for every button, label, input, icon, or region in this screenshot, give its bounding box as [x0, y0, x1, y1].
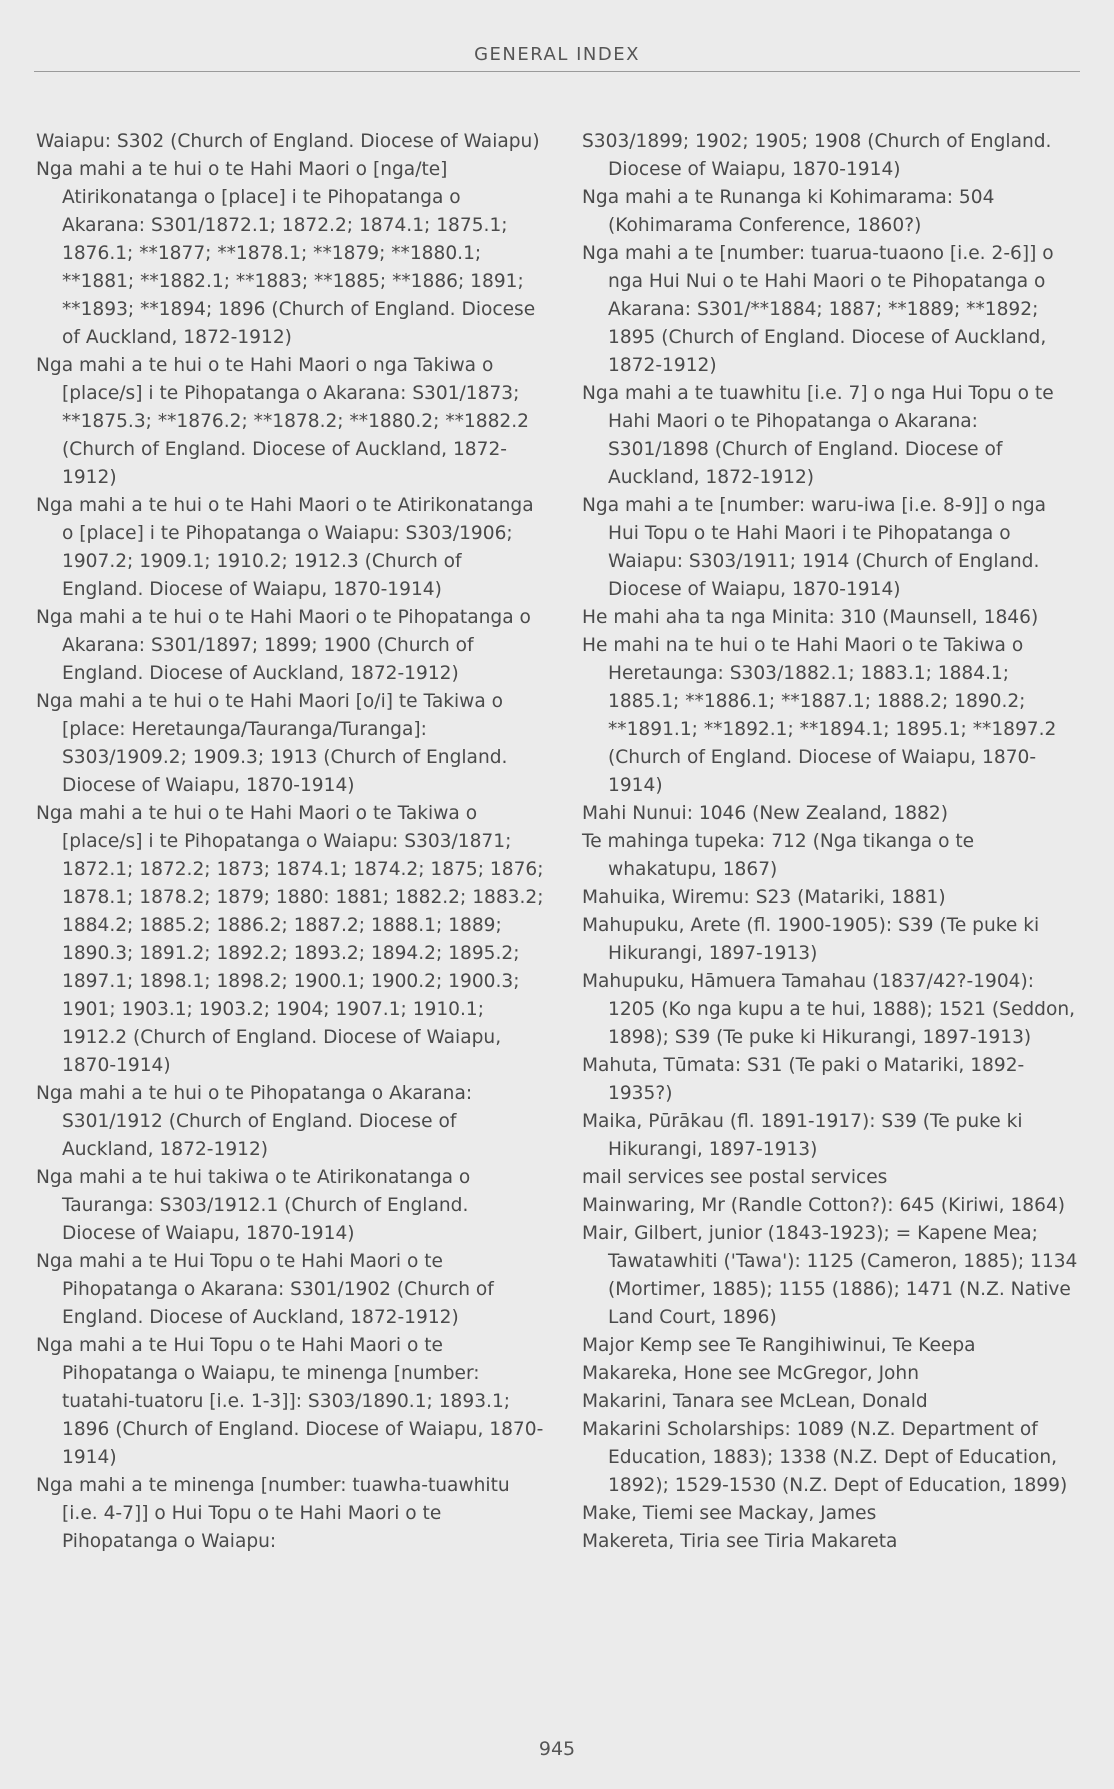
index-entry: Nga mahi a te hui o te Hahi Maori [o/i] te Takiwa o [place: Heretaunga/Tauranga/Turanga]: S303/1909.2; 1909.3; 1913 (Church of England. Diocese of Waiapu, 1870-1914): [36, 691, 508, 796]
index-entry: S303/1899; 1902; 1905; 1908 (Church of England. Diocese of Waiapu, 1870-1914): [582, 131, 1052, 180]
index-entry: Makareka, Hone see McGregor, John: [582, 1363, 919, 1384]
index-entry: He mahi aha ta nga Minita: 310 (Maunsell, 1846): [582, 607, 1039, 628]
index-entry: Mainwaring, Mr (Randle Cotton?): 645 (Kiriwi, 1864): [582, 1195, 1066, 1216]
index-entry: Nga mahi a te [number: waru-iwa [i.e. 8-9]] o nga Hui Topu o te Hahi Maori i te Pihopatanga o Waiapu: S303/1911; 1914 (Church of England. Diocese of Waiapu, 1870-1914): [582, 495, 1047, 600]
index-entry: Mahuika, Wiremu: S23 (Matariki, 1881): [582, 887, 946, 908]
index-entry: Nga mahi a te hui o te Hahi Maori o [nga/te] Atirikonatanga o [place] i te Pihopatanga o Akarana: S301/1872.1; 1872.2; 1874.1; 1875.1; 1876.1; **1877; **1878.1; **1879; **1880.1; **1881; **1882.1; **1883; **1885; **1886; 1891; **1893; **1894; 1896 (Church of England. Diocese of Auckland, 1872-1912): [36, 159, 536, 348]
index-entry: Makarini, Tanara see McLean, Donald: [582, 1391, 928, 1412]
page-number: 945: [538, 1738, 576, 1760]
index-entry: Makereta, Tiria see Tiria Makareta: [582, 1531, 898, 1552]
running-title: GENERAL INDEX: [474, 44, 640, 65]
index-entry: Nga mahi a te hui o te Hahi Maori o nga Takiwa o [place/s] i te Pihopatanga o Akarana: S301/1873; **1875.3; **1876.2; **1878.2; **1880.2; **1882.2 (Church of England. Diocese of Auckland, 1872-1912): [36, 355, 529, 488]
index-column-right: [582, 128, 1082, 1556]
index-entry: Mahupuku, Arete (fl. 1900-1905): S39 (Te puke ki Hikurangi, 1897-1913): [582, 915, 1040, 964]
index-entry: Nga mahi a te Runanga ki Kohimarama: 504 (Kohimarama Conference, 1860?): [582, 187, 995, 236]
index-entry: Major Kemp see Te Rangihiwinui, Te Keepa: [582, 1335, 976, 1356]
index-entry: Nga mahi a te minenga [number: tuawha-tuawhitu [i.e. 4-7]] o Hui Topu o te Hahi Maori o te Pihopatanga o Waiapu:: [36, 1475, 510, 1552]
index-entry: Nga mahi a te [number: tuarua-tuaono [i.e. 2-6]] o nga Hui Nui o te Hahi Maori o te Pihopatanga o Akarana: S301/**1884; 1887; **1889; **1892; 1895 (Church of England. Diocese of Auckland, 1872-1912): [582, 243, 1054, 376]
index-entry: Nga mahi a te hui takiwa o te Atirikonatanga o Tauranga: S303/1912.1 (Church of England. Diocese of Waiapu, 1870-1914): [36, 1167, 471, 1244]
index-entry: Mahupuku, Hāmuera Tamahau (1837/42?-1904): 1205 (Ko nga kupu a te hui, 1888); 1521 (Seddon, 1898); S39 (Te puke ki Hikurangi, 1897-1913): [582, 971, 1076, 1048]
index-entry: He mahi na te hui o te Hahi Maori o te Takiwa o Heretaunga: S303/1882.1; 1883.1; 1884.1; 1885.1; **1886.1; **1887.1; 1888.2; 1890.2; **1891.1; **1892.1; **1894.1; 1895.1; **1897.2 (Church of England. Diocese of Waiapu, 1870-1914): [582, 635, 1057, 796]
index-entry: mail services see postal services: [582, 1167, 888, 1188]
index-entry: Nga mahi a te hui o te Hahi Maori o te Pihopatanga o Akarana: S301/1897; 1899; 1900 (Church of England. Diocese of Auckland, 1872-1912): [36, 607, 531, 684]
index-entry: Nga mahi a te Hui Topu o te Hahi Maori o te Pihopatanga o Akarana: S301/1902 (Church of England. Diocese of Auckland, 1872-1912): [36, 1251, 494, 1328]
index-entry: Makarini Scholarships: 1089 (N.Z. Department of Education, 1883); 1338 (N.Z. Dept of Education, 1892); 1529-1530 (N.Z. Dept of Education, 1899): [582, 1419, 1068, 1496]
index-entry: Make, Tiemi see Mackay, James: [582, 1503, 877, 1524]
index-entry: Mahi Nunui: 1046 (New Zealand, 1882): [582, 803, 948, 824]
index-entry: Nga mahi a te Hui Topu o te Hahi Maori o te Pihopatanga o Waiapu, te minenga [number: tuatahi-tuatoru [i.e. 1-3]]: S303/1890.1; 1893.1; 1896 (Church of England. Diocese of Waiapu, 1870-1914): [36, 1335, 544, 1468]
index-entry: Waiapu: S302 (Church of England. Diocese of Waiapu): [36, 131, 540, 152]
index-entry: Nga mahi a te tuawhitu [i.e. 7] o nga Hui Topu o te Hahi Maori o te Pihopatanga o Akarana: S301/1898 (Church of England. Diocese of Auckland, 1872-1912): [582, 383, 1054, 488]
index-column-left: [36, 128, 546, 1556]
index-entry: Te mahinga tupeka: 712 (Nga tikanga o te whakatupu, 1867): [582, 831, 975, 880]
index-entry: Mahuta, Tūmata: S31 (Te paki o Matariki, 1892-1935?): [582, 1055, 1025, 1104]
index-entry: Maika, Pūrākau (fl. 1891-1917): S39 (Te puke ki Hikurangi, 1897-1913): [582, 1111, 1023, 1160]
index-entry: Nga mahi a te hui o te Hahi Maori o te Atirikonatanga o [place] i te Pihopatanga o Waiapu: S303/1906; 1907.2; 1909.1; 1910.2; 1912.3 (Church of England. Diocese of Waiapu, 1870-1914): [36, 495, 534, 600]
index-entry: Mair, Gilbert, junior (1843-1923); = Kapene Mea; Tawatawhiti ('Tawa'): 1125 (Cameron, 1885); 1134 (Mortimer, 1885); 1155 (1886); 1471 (N.Z. Native Land Court, 1896): [582, 1223, 1078, 1328]
index-entry: Nga mahi a te hui o te Hahi Maori o te Takiwa o [place/s] i te Pihopatanga o Waiapu: S303/1871; 1872.1; 1872.2; 1873; 1874.1; 1874.2; 1875; 1876; 1878.1; 1878.2; 1879; 1880: 1881; 1882.2; 1883.2; 1884.2; 1885.2; 1886.2; 1887.2; 1888.1; 1889; 1890.3; 1891.2; 1892.2; 1893.2; 1894.2; 1895.2; 1897.1; 1898.1; 1898.2; 1900.1; 1900.2; 1900.3; 1901; 1903.1; 1903.2; 1904; 1907.1; 1910.1; 1912.2 (Church of England. Diocese of Waiapu, 1870-1914): [36, 803, 544, 1076]
index-entry: Nga mahi a te hui o te Pihopatanga o Akarana: S301/1912 (Church of England. Diocese of Auckland, 1872-1912): [36, 1083, 473, 1160]
header-rule: [34, 71, 1080, 72]
